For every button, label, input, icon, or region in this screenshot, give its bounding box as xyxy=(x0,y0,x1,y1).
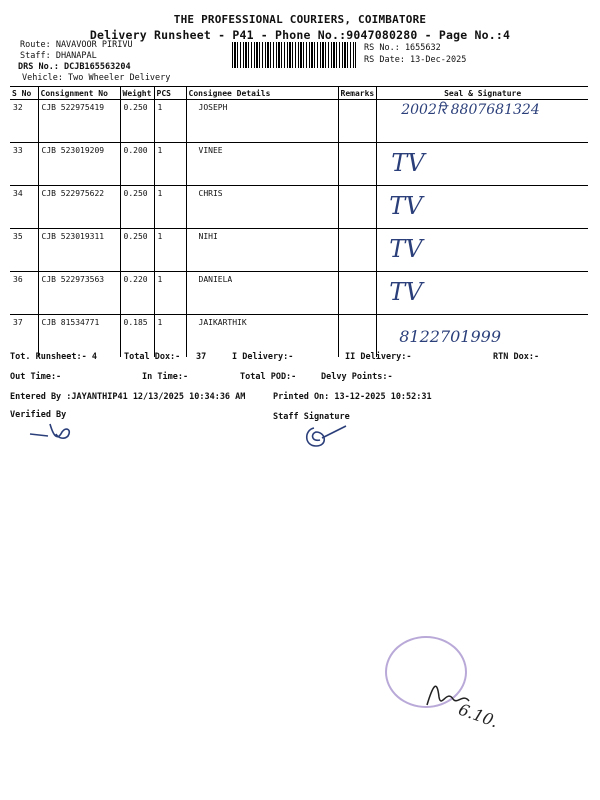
cell-remarks xyxy=(338,143,377,186)
cell-consignee: NIHI xyxy=(186,229,338,272)
total-pod-label: Total POD:- xyxy=(240,372,297,382)
table-row xyxy=(10,229,588,272)
cell-weight: 0.200 xyxy=(120,143,154,186)
in-time-label: In Time:- xyxy=(142,372,189,382)
cell-consignment: CJB 522975622 xyxy=(38,186,120,229)
cell-sno: 33 xyxy=(10,143,38,186)
printed-on: Printed On: 13-12-2025 10:52:31 xyxy=(273,392,432,402)
total-dox-label: Total Dox:- xyxy=(124,352,181,362)
signature-text: TV xyxy=(389,235,423,263)
cell-weight: 0.250 xyxy=(120,186,154,229)
cell-consignment: CJB 522973563 xyxy=(38,272,120,315)
signature-text: TV xyxy=(389,278,423,306)
cell-consignee: JOSEPH xyxy=(186,100,338,143)
cell-signature xyxy=(377,315,588,358)
cell-weight: 0.250 xyxy=(120,100,154,143)
cell-pcs: 1 xyxy=(154,143,186,186)
table-header-row xyxy=(10,87,588,100)
delvy-points-label: Delvy Points:- xyxy=(321,372,393,382)
signature-text: TV xyxy=(389,192,423,220)
out-time-label: Out Time:- xyxy=(10,372,62,382)
cell-pcs: 1 xyxy=(154,272,186,315)
table-row xyxy=(10,186,588,229)
runsheet-subtitle: Delivery Runsheet - P41 - Phone No.:9047080280 - Page No.:4 xyxy=(89,28,511,42)
cell-sno: 36 xyxy=(10,272,38,315)
cell-sno: 34 xyxy=(10,186,38,229)
cell-weight: 0.220 xyxy=(120,272,154,315)
rs-number: RS No.: 1655632 xyxy=(364,43,441,53)
signature-text: TV xyxy=(391,149,425,177)
total-dox-value: 37 xyxy=(196,352,207,362)
cell-remarks xyxy=(338,272,377,315)
cell-consignee: CHRIS xyxy=(186,186,338,229)
company-title: THE PROFESSIONAL COURIERS, COIMBATORE xyxy=(173,13,427,26)
route-label: Route: NAVAVOOR PIRIVU xyxy=(20,40,133,50)
cell-consignee: JAIKARTHIK xyxy=(186,315,338,358)
table-row xyxy=(10,143,588,186)
cell-signature xyxy=(377,229,588,272)
signature-text: 8122701999 xyxy=(399,327,502,346)
cell-consignee: VINEE xyxy=(186,143,338,186)
vehicle-label: Vehicle: Two Wheeler Delivery xyxy=(22,73,171,83)
staff-signature-mark xyxy=(300,420,360,452)
cell-pcs: 1 xyxy=(154,100,186,143)
col-header-sno: S No xyxy=(10,87,38,100)
drs-number: DRS No.: DCJB165563204 xyxy=(18,62,131,72)
cell-weight: 0.185 xyxy=(120,315,154,358)
cell-consignment: CJB 523019311 xyxy=(38,229,120,272)
cell-sno: 35 xyxy=(10,229,38,272)
col-header-consignee: Consignee Details xyxy=(186,87,338,100)
cell-signature xyxy=(377,272,588,315)
verified-signature-mark xyxy=(28,418,78,444)
table-row xyxy=(10,315,588,358)
cell-pcs: 1 xyxy=(154,186,186,229)
cell-consignment: CJB 522975419 xyxy=(38,100,120,143)
cell-pcs: 1 xyxy=(154,315,186,358)
i-delivery-label: I Delivery:- xyxy=(232,352,294,362)
total-runsheet: Tot. Runsheet:- 4 xyxy=(10,352,97,362)
col-header-pcs: PCS xyxy=(154,87,186,100)
col-header-consignment: Consignment No xyxy=(38,87,120,100)
cell-signature xyxy=(377,143,588,186)
cell-signature xyxy=(377,100,588,143)
ii-delivery-label: II Delivery:- xyxy=(345,352,412,362)
runsheet-table xyxy=(10,86,588,357)
staff-signature-label: Staff Signature xyxy=(273,412,350,422)
col-header-remarks: Remarks xyxy=(338,87,377,100)
table-row xyxy=(10,100,588,143)
verified-by-label: Verified By xyxy=(10,410,67,420)
cell-consignment: CJB 81534771 xyxy=(38,315,120,358)
col-header-signature: Seal & Signature xyxy=(377,87,588,100)
table-row xyxy=(10,272,588,315)
col-header-weight: Weight xyxy=(120,87,154,100)
cell-remarks xyxy=(338,229,377,272)
barcode-image xyxy=(232,42,356,68)
stamp-note: 6.10. xyxy=(455,699,501,732)
cell-pcs: 1 xyxy=(154,229,186,272)
rs-date: RS Date: 13-Dec-2025 xyxy=(364,55,467,65)
staff-label: Staff: DHANAPAL xyxy=(20,51,97,61)
signature-text: 2002रि 8807681324 xyxy=(401,102,540,118)
cell-remarks xyxy=(338,100,377,143)
cell-signature xyxy=(377,186,588,229)
cell-consignee: DANIELA xyxy=(186,272,338,315)
cell-weight: 0.250 xyxy=(120,229,154,272)
cell-consignment: CJB 523019209 xyxy=(38,143,120,186)
rtn-dox-label: RTN Dox:- xyxy=(493,352,540,362)
cell-sno: 37 xyxy=(10,315,38,358)
cell-remarks xyxy=(338,186,377,229)
cell-remarks xyxy=(338,315,377,358)
cell-sno: 32 xyxy=(10,100,38,143)
entered-by: Entered By :JAYANTHIP41 12/13/2025 10:34:36 AM xyxy=(10,392,246,402)
